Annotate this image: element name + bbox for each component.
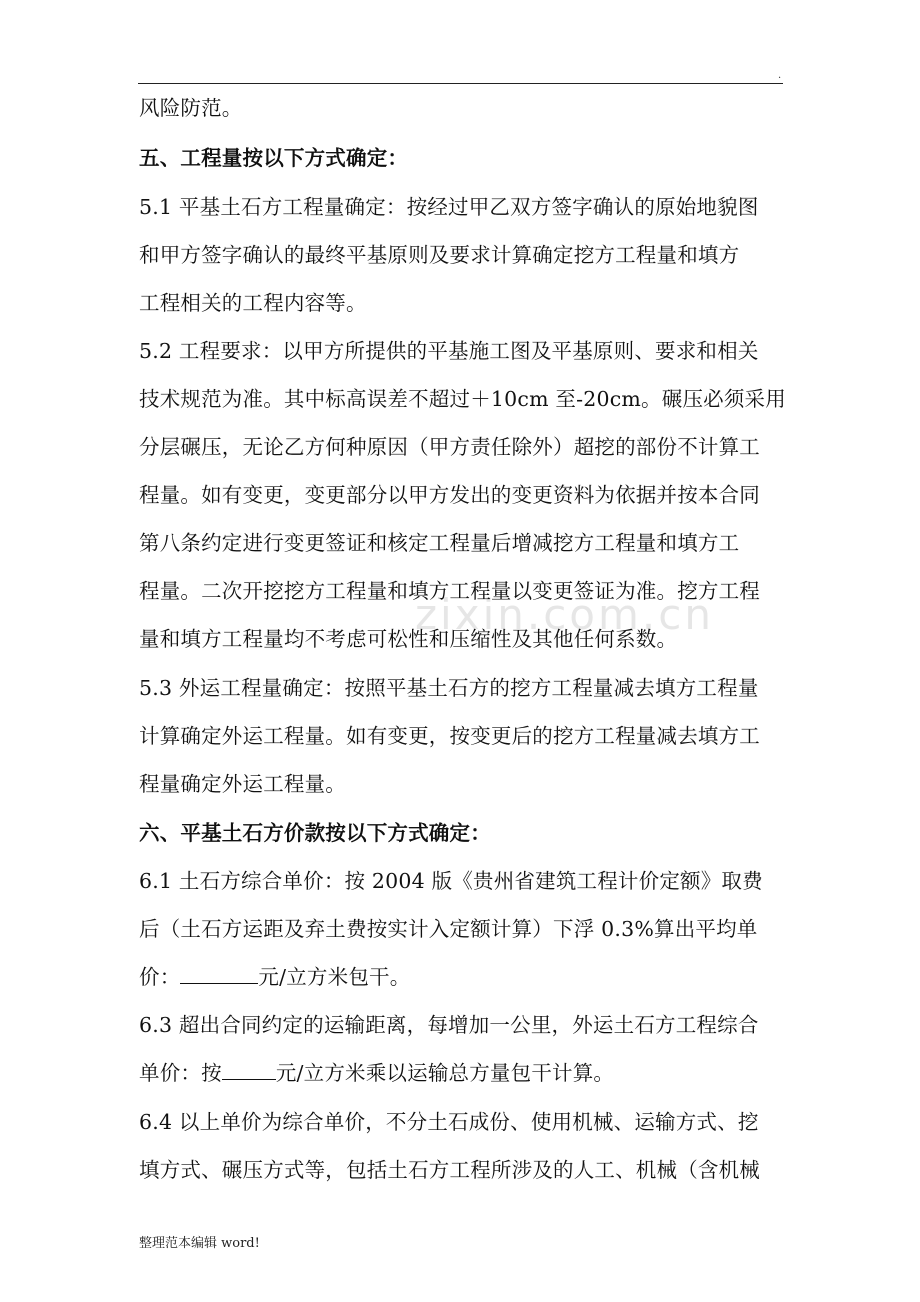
text-line-with-blank (139, 1059, 614, 1087)
text-line-with-blank (139, 963, 410, 991)
fill-blank (222, 1059, 276, 1080)
text-segment: 单价：按 (139, 1061, 222, 1085)
section-heading: 六、平基土石方价款按以下方式确定： (139, 821, 491, 845)
text-line: 第八条约定进行变更签证和核定工程量后增减挖方工程量和填方工 (139, 531, 740, 555)
text-line: 工程相关的工程内容等。 (139, 291, 367, 315)
text-line: 分层碾压，无论乙方何种原因（甲方责任除外）超挖的部份不计算工 (139, 435, 760, 459)
text-segment: 价： (139, 965, 181, 989)
text-line: 和甲方签字确认的最终平基原则及要求计算确定挖方工程量和填方 (139, 243, 740, 267)
text-line: 技术规范为准。其中标高误差不超过＋10cm 至-20cm。碾压必须采用 (139, 387, 786, 411)
text-line: 5.2 工程要求：以甲方所提供的平基施工图及平基原则、要求和相关 (139, 339, 759, 363)
text-line: 6.4 以上单价为综合单价，不分土石成份、使用机械、运输方式、挖 (139, 1110, 759, 1134)
text-line: 风险防范。 (139, 96, 243, 120)
text-line: 5.3 外运工程量确定：按照平基土石方的挖方工程量减去填方工程量 (139, 676, 759, 700)
text-segment: 元/立方米乘以运输总方量包干计算。 (275, 1061, 615, 1085)
text-segment: 元/立方米包干。 (258, 965, 411, 989)
text-line: 量和填方工程量均不考虑可松性和压缩性及其他任何系数。 (139, 627, 678, 651)
header-mark: . (778, 70, 782, 81)
text-line: 5.1 平基土石方工程量确定：按经过甲乙双方签字确认的原始地貌图 (139, 195, 759, 219)
section-heading: 五、工程量按以下方式确定： (139, 146, 409, 170)
text-line: 程量确定外运工程量。 (139, 772, 346, 796)
footer-note: 整理范本编辑 word! (139, 1236, 260, 1251)
text-line: 计算确定外运工程量。如有变更，按变更后的挖方工程量减去填方工 (139, 724, 760, 748)
header-rule (138, 83, 783, 84)
fill-blank (180, 963, 258, 984)
text-line: 6.1 土石方综合单价：按 2004 版《贵州省建筑工程计价定额》取费 (139, 869, 763, 893)
text-line: 6.3 超出合同约定的运输距离，每增加一公里，外运土石方工程综合 (139, 1013, 759, 1037)
watermark: zixin.com.cn (415, 590, 714, 639)
text-line: 程量。二次开挖挖方工程量和填方工程量以变更签证为准。挖方工程 (139, 579, 760, 603)
text-line: 填方式、碾压方式等，包括土石方工程所涉及的人工、机械（含机械 (139, 1158, 760, 1182)
text-line: 后（土石方运距及弃土费按实计入定额计算）下浮 0.3%算出平均单 (139, 917, 758, 941)
text-line: 程量。如有变更，变更部分以甲方发出的变更资料为依据并按本合同 (139, 483, 760, 507)
